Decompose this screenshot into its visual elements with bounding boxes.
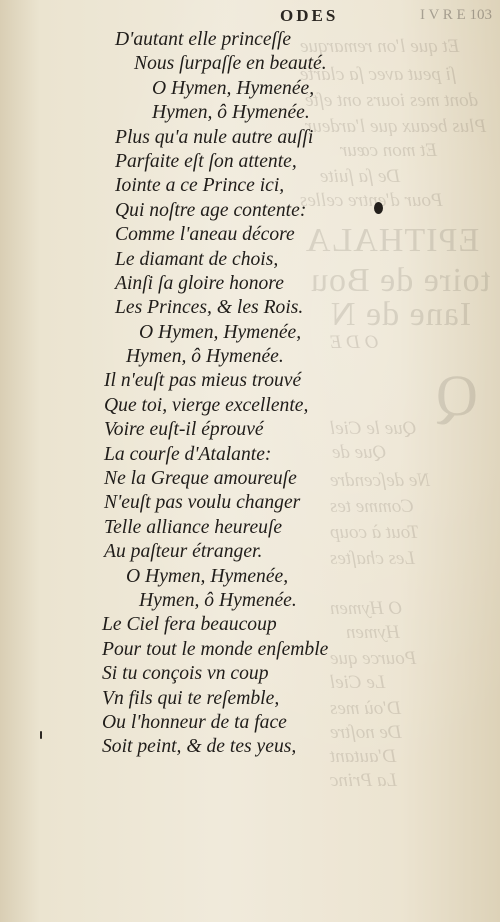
verse-line: Hymen, ô Hymenée.: [152, 102, 310, 124]
verse-line: O Hymen, Hymenée,: [139, 321, 302, 343]
margin-mark: [40, 731, 42, 739]
show-through-line: Pour d'entre celles: [300, 190, 443, 211]
show-through-line: D'où mes: [330, 698, 402, 719]
verse-line: Le diamant de chois,: [115, 248, 279, 270]
verse-line: La courſe d'Atalante:: [104, 443, 272, 465]
show-through-line: Et mon cœur: [340, 140, 438, 161]
show-through-line: Q: [436, 363, 478, 428]
verse-line: Plus qu'a nule autre auſſi: [115, 126, 314, 148]
show-through-line: Et que l'on remarque: [300, 36, 460, 57]
show-through-line: Plus beaux que l'ardeur: [305, 116, 487, 137]
show-through-line: Les chaſtes: [330, 548, 415, 569]
show-through-line: Iane de N: [330, 296, 472, 333]
verse-line: Nous ſurpaſſe en beauté.: [134, 53, 327, 75]
verse-line: D'autant elle princeſſe: [115, 29, 292, 50]
verse-line: N'euſt pas voulu changer: [104, 492, 301, 514]
verse-line: Qui noſtre age contente:: [115, 199, 307, 221]
verse-line: Ainſi ſa gloire honore: [115, 272, 284, 294]
show-through-line: Tout à coup: [330, 522, 420, 543]
show-through-line: Ne deſcendre: [330, 470, 431, 491]
verse-line: Le Ciel fera beaucoup: [102, 614, 277, 636]
show-through-line: EPITHALA: [305, 222, 480, 259]
verse-line: Hymen, ô Hymenée.: [126, 346, 284, 368]
show-through-line: Que de: [332, 442, 387, 463]
verse-line: Iointe a ce Prince ici,: [115, 175, 285, 197]
ink-spot: [374, 202, 383, 214]
show-through-line: dont mes iours ont eſté: [305, 90, 479, 111]
show-through-line: De noſtre: [330, 722, 402, 743]
poem-stanzas: [99, 28, 429, 760]
show-through-line: Le Ciel: [330, 672, 386, 693]
verse-line: Ne la Greque amoureuſe: [104, 468, 297, 490]
show-through-line: La Princ: [330, 770, 398, 791]
verse-line: Parfaite eſt ſon attente,: [115, 150, 297, 172]
verse-line: Pour tout le monde enſemble: [102, 638, 329, 660]
folio-show-through: I V R E 103: [420, 7, 492, 23]
show-through-line: ſi peut avec ſa clarté: [300, 64, 457, 85]
verse-line: O Hymen, Hymenée,: [126, 565, 289, 587]
verse-line: Soit peint, & de tes yeus,: [102, 736, 297, 758]
show-through-line: D'autant: [330, 746, 397, 767]
verse-line: Vn fils qui te reſemble,: [102, 687, 280, 709]
verse-line: Ou l'honneur de ta face: [102, 711, 287, 733]
verse-line: Il n'euſt pas mieus trouvé: [104, 370, 302, 392]
verse-line: Au paſteur étranger.: [104, 541, 263, 563]
verse-line: Que toi, vierge excellente,: [104, 394, 309, 416]
show-through-line: O D E: [330, 332, 379, 353]
show-through-line: Pource que: [330, 648, 417, 669]
verse-line: Telle alliance heureuſe: [104, 516, 283, 538]
show-through-line: De ſa ſuite: [320, 166, 401, 187]
show-through-line: toire de Bou: [310, 262, 491, 299]
verse-line: Comme l'aneau décore: [115, 224, 295, 246]
verse-line: Hymen, ô Hymenée.: [139, 589, 297, 611]
verse-line: Les Princes, & les Rois.: [115, 297, 304, 319]
verse-line: Voire euſt-il éprouvé: [104, 419, 264, 441]
show-through-line: Hymen: [346, 622, 400, 643]
show-through-line: Que le Ciel: [330, 418, 417, 439]
verse-line: O Hymen, Hymenée,: [152, 77, 315, 99]
verse-line: Si tu conçois vn coup: [102, 663, 269, 685]
show-through-line: O Hymen: [330, 598, 403, 619]
running-title: ODES: [280, 6, 339, 25]
show-through-line: Comme tes: [330, 496, 414, 517]
